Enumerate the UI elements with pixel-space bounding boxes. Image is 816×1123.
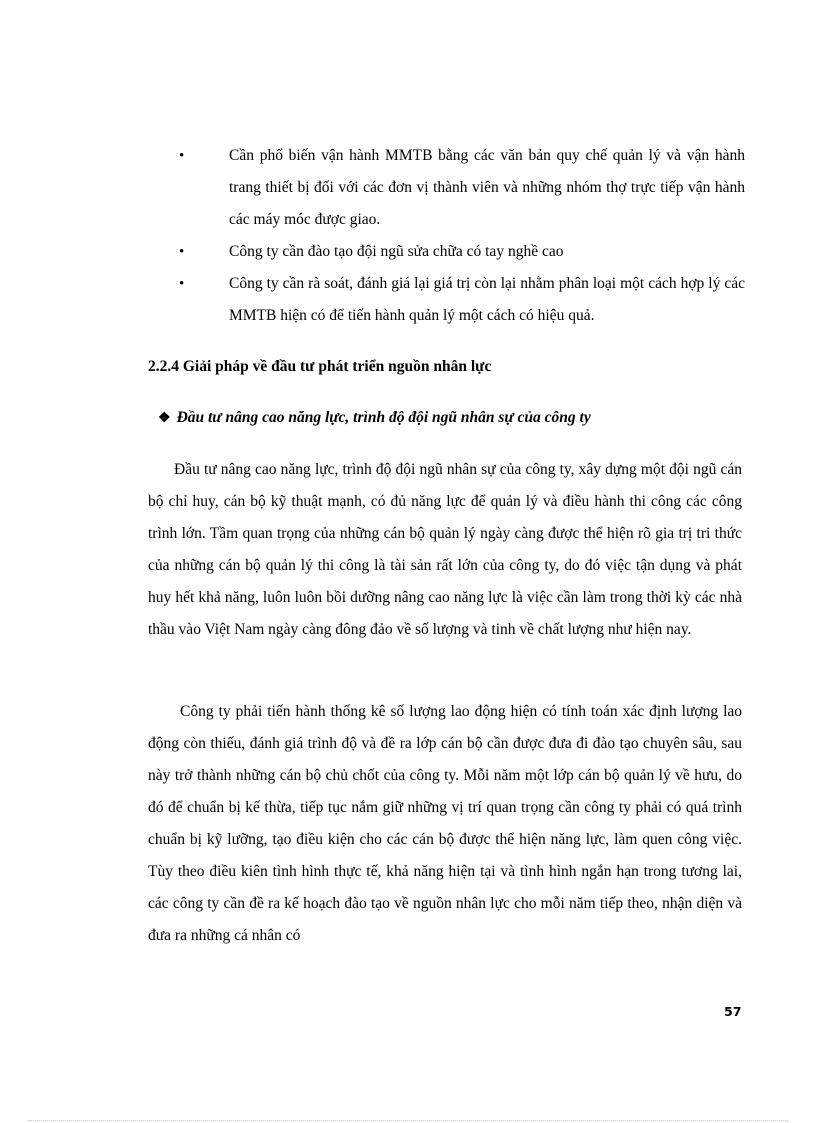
diamond-bullet-icon: ❖ <box>158 411 171 426</box>
bullet-text: Cần phổ biến vận hành MMTB bằng các văn bản quy chế quản lý và vận hành trang thiết bị đối với các đơn vị thành viên và những nhóm thợ trực tiếp vận hành các máy móc được giao. <box>229 147 745 228</box>
section-heading: 2.2.4 Giải pháp về đầu tư phát triển nguồn nhân lực <box>148 358 492 375</box>
paragraph-2: Công ty phải tiến hành thống kê số lượng lao động hiện có tính toán xác định lượng lao động còn thiếu, đánh giá trình độ và đề ra lớp cán bộ cần được đưa đi đào tạo chuyên sâu, sau này trở thành những cán bộ chủ chốt của công ty. Mỗi năm một lớp cán bộ quản lý về hưu, do đó để chuẩn bị kế thừa, tiếp tục nắm giữ những vị trí quan trọng cần công ty phải có quá trình chuẩn bị kỹ lưỡng, tạo điều kiện cho các cán bộ được thể hiện năng lực, làm quen công việc. Tùy theo điều kiên tình hình thực tế, khả năng hiện tại và tình hình ngắn hạn trong tương lai, các công ty cần đề ra kế hoạch đào tạo về nguồn nhân lực cho mỗi năm tiếp theo, nhận diện và đưa ra những cá nhân có <box>148 703 742 944</box>
bullet-icon: • <box>179 276 185 292</box>
bullet-text: Công ty cần đào tạo đội ngũ sửa chữa có tay nghề cao <box>229 243 564 260</box>
bullet-item <box>175 236 745 268</box>
bullet-list <box>175 140 745 332</box>
bullet-icon: • <box>179 244 185 260</box>
paragraph-1: Đầu tư nâng cao năng lực, trình độ đội ngũ nhân sự của công ty, xây dựng một đội ngũ cán bộ chỉ huy, cán bộ kỹ thuật mạnh, có đủ năng lực để quản lý và điều hành thi công các công trình lớn. Tầm quan trọng của những cán bộ quản lý ngày càng được thể hiện rõ gia trị tri thức của những cán bộ quản lý thi công là tài sản rất lớn của công ty, do đó việc tận dụng và phát huy hết khả năng, luôn luôn bồi dưỡng nâng cao năng lực là việc cần làm trong thời kỳ các nhà thầu vào Việt Nam ngày càng đông đảo về số lượng và tinh về chất lượng như hiện nay. <box>148 461 742 638</box>
subheading <box>158 405 591 432</box>
bullet-text: Công ty cần rà soát, đánh giá lại giá trị còn lại nhằm phân loại một cách hợp lý các MMTB hiện có để tiến hành quản lý một cách có hiệu quả. <box>229 275 745 324</box>
bullet-item <box>175 140 745 236</box>
footer-divider <box>28 1120 788 1121</box>
bullet-item <box>175 268 745 332</box>
page-number: 57 <box>724 1004 742 1019</box>
bullet-icon: • <box>179 148 185 164</box>
subheading-text: Đầu tư nâng cao năng lực, trình độ đội ngũ nhân sự của công ty <box>176 409 591 426</box>
